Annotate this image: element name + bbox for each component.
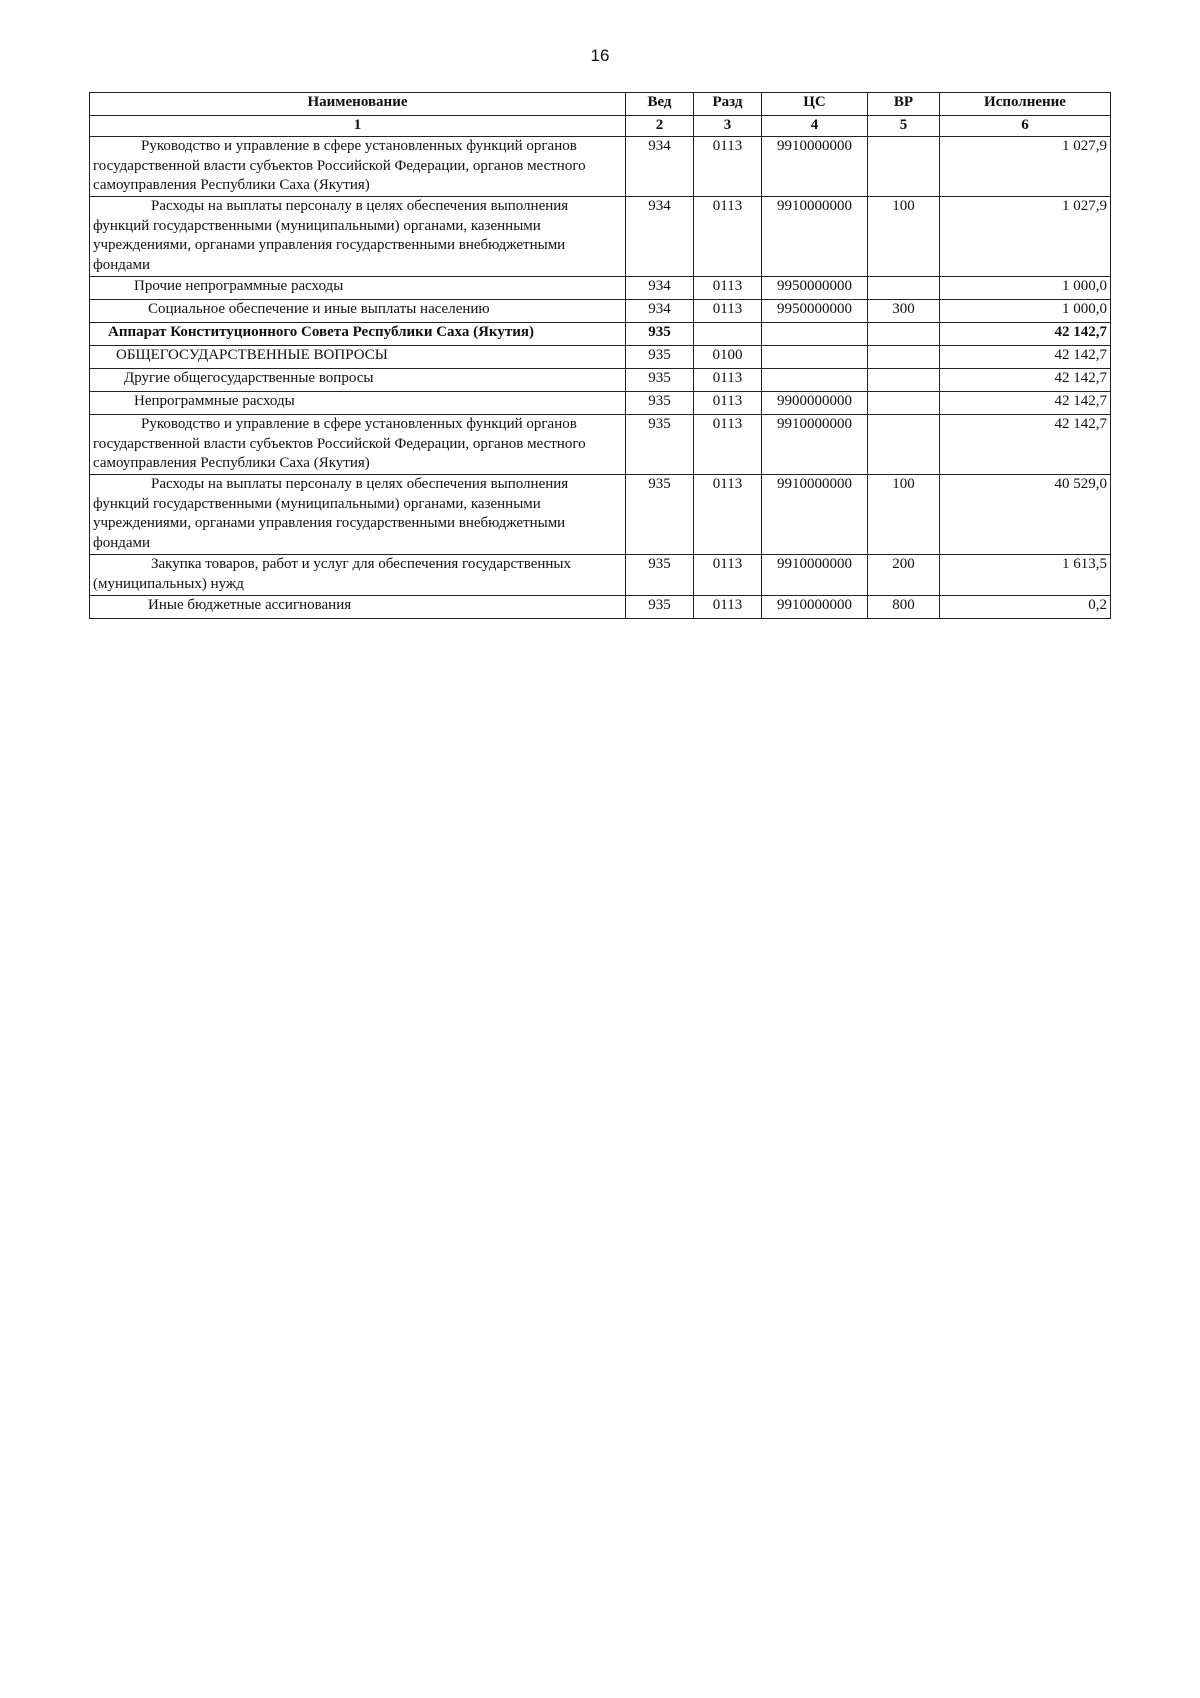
row-name: ОБЩЕГОСУДАРСТВЕННЫЕ ВОПРОСЫ bbox=[90, 346, 626, 369]
row-razd: 0113 bbox=[694, 137, 762, 197]
row-cs: 9910000000 bbox=[762, 596, 868, 619]
row-name: Социальное обеспечение и иные выплаты населению bbox=[90, 300, 626, 323]
row-amount: 1 613,5 bbox=[940, 555, 1111, 596]
row-ved: 935 bbox=[626, 596, 694, 619]
table-row bbox=[90, 197, 1111, 277]
row-ved: 934 bbox=[626, 137, 694, 197]
row-vr bbox=[868, 323, 940, 346]
row-amount: 1 027,9 bbox=[940, 197, 1111, 277]
table-row bbox=[90, 346, 1111, 369]
row-ved: 934 bbox=[626, 277, 694, 300]
column-number-row bbox=[90, 116, 1111, 137]
row-vr bbox=[868, 346, 940, 369]
budget-table bbox=[89, 92, 1111, 619]
table-row bbox=[90, 392, 1111, 415]
row-razd: 0113 bbox=[694, 277, 762, 300]
col-number: 2 bbox=[626, 116, 694, 137]
row-ved: 935 bbox=[626, 555, 694, 596]
row-amount: 42 142,7 bbox=[940, 369, 1111, 392]
row-razd: 0113 bbox=[694, 392, 762, 415]
row-razd bbox=[694, 323, 762, 346]
col-number: 6 bbox=[940, 116, 1111, 137]
row-name: Руководство и управление в сфере установленных функций органов государственной власти субъектов Российской Федерации, органов местного самоуправления Республики Саха (Якутия) bbox=[90, 415, 626, 475]
col-number: 1 bbox=[90, 116, 626, 137]
row-razd: 0113 bbox=[694, 300, 762, 323]
row-cs: 9950000000 bbox=[762, 300, 868, 323]
row-amount: 40 529,0 bbox=[940, 475, 1111, 555]
row-amount: 1 000,0 bbox=[940, 300, 1111, 323]
table-row bbox=[90, 300, 1111, 323]
col-number: 5 bbox=[868, 116, 940, 137]
row-cs: 9910000000 bbox=[762, 415, 868, 475]
row-name: Аппарат Конституционного Совета Республики Саха (Якутия) bbox=[90, 323, 626, 346]
row-name: Расходы на выплаты персоналу в целях обеспечения выполнения функций государственными (муниципальными) органами, казенными учреждениями, органами управления государственными внебюджетными фондами bbox=[90, 475, 626, 555]
header-razd: Разд bbox=[694, 93, 762, 116]
row-amount: 42 142,7 bbox=[940, 346, 1111, 369]
row-ved: 934 bbox=[626, 300, 694, 323]
row-name: Расходы на выплаты персоналу в целях обеспечения выполнения функций государственными (муниципальными) органами, казенными учреждениями, органами управления государственными внебюджетными фондами bbox=[90, 197, 626, 277]
table-row bbox=[90, 137, 1111, 197]
header-row bbox=[90, 93, 1111, 116]
row-vr: 200 bbox=[868, 555, 940, 596]
header-cs: ЦС bbox=[762, 93, 868, 116]
row-amount: 42 142,7 bbox=[940, 323, 1111, 346]
table-row bbox=[90, 277, 1111, 300]
row-cs: 9900000000 bbox=[762, 392, 868, 415]
row-vr: 300 bbox=[868, 300, 940, 323]
header-isp: Исполнение bbox=[940, 93, 1111, 116]
row-cs bbox=[762, 346, 868, 369]
row-amount: 42 142,7 bbox=[940, 392, 1111, 415]
row-razd: 0113 bbox=[694, 475, 762, 555]
header-vr: ВР bbox=[868, 93, 940, 116]
row-razd: 0113 bbox=[694, 596, 762, 619]
table-row bbox=[90, 369, 1111, 392]
col-number: 3 bbox=[694, 116, 762, 137]
header-ved: Вед bbox=[626, 93, 694, 116]
row-ved: 935 bbox=[626, 346, 694, 369]
row-cs bbox=[762, 323, 868, 346]
row-vr bbox=[868, 137, 940, 197]
row-name: Закупка товаров, работ и услуг для обеспечения государственных (муниципальных) нужд bbox=[90, 555, 626, 596]
row-vr bbox=[868, 392, 940, 415]
row-amount: 1 000,0 bbox=[940, 277, 1111, 300]
row-cs: 9910000000 bbox=[762, 555, 868, 596]
row-ved: 935 bbox=[626, 323, 694, 346]
row-cs: 9950000000 bbox=[762, 277, 868, 300]
row-razd: 0113 bbox=[694, 369, 762, 392]
row-ved: 935 bbox=[626, 392, 694, 415]
row-vr bbox=[868, 369, 940, 392]
row-vr bbox=[868, 277, 940, 300]
table-row bbox=[90, 596, 1111, 619]
header-name: Наименование bbox=[90, 93, 626, 116]
row-ved: 934 bbox=[626, 197, 694, 277]
row-razd: 0113 bbox=[694, 197, 762, 277]
table-row bbox=[90, 555, 1111, 596]
table-row bbox=[90, 475, 1111, 555]
row-razd: 0113 bbox=[694, 415, 762, 475]
row-vr bbox=[868, 415, 940, 475]
row-cs: 9910000000 bbox=[762, 475, 868, 555]
row-amount: 1 027,9 bbox=[940, 137, 1111, 197]
row-name: Непрограммные расходы bbox=[90, 392, 626, 415]
row-name: Иные бюджетные ассигнования bbox=[90, 596, 626, 619]
row-cs bbox=[762, 369, 868, 392]
row-razd: 0113 bbox=[694, 555, 762, 596]
row-cs: 9910000000 bbox=[762, 137, 868, 197]
row-ved: 935 bbox=[626, 475, 694, 555]
row-amount: 0,2 bbox=[940, 596, 1111, 619]
row-ved: 935 bbox=[626, 369, 694, 392]
row-name: Руководство и управление в сфере установленных функций органов государственной власти субъектов Российской Федерации, органов местного самоуправления Республики Саха (Якутия) bbox=[90, 137, 626, 197]
row-vr: 100 bbox=[868, 197, 940, 277]
table-row bbox=[90, 415, 1111, 475]
table-row bbox=[90, 323, 1111, 346]
page-number: 16 bbox=[590, 46, 610, 65]
row-name: Прочие непрограммные расходы bbox=[90, 277, 626, 300]
row-ved: 935 bbox=[626, 415, 694, 475]
row-vr: 800 bbox=[868, 596, 940, 619]
row-cs: 9910000000 bbox=[762, 197, 868, 277]
row-amount: 42 142,7 bbox=[940, 415, 1111, 475]
row-vr: 100 bbox=[868, 475, 940, 555]
row-name: Другие общегосударственные вопросы bbox=[90, 369, 626, 392]
row-razd: 0100 bbox=[694, 346, 762, 369]
col-number: 4 bbox=[762, 116, 868, 137]
